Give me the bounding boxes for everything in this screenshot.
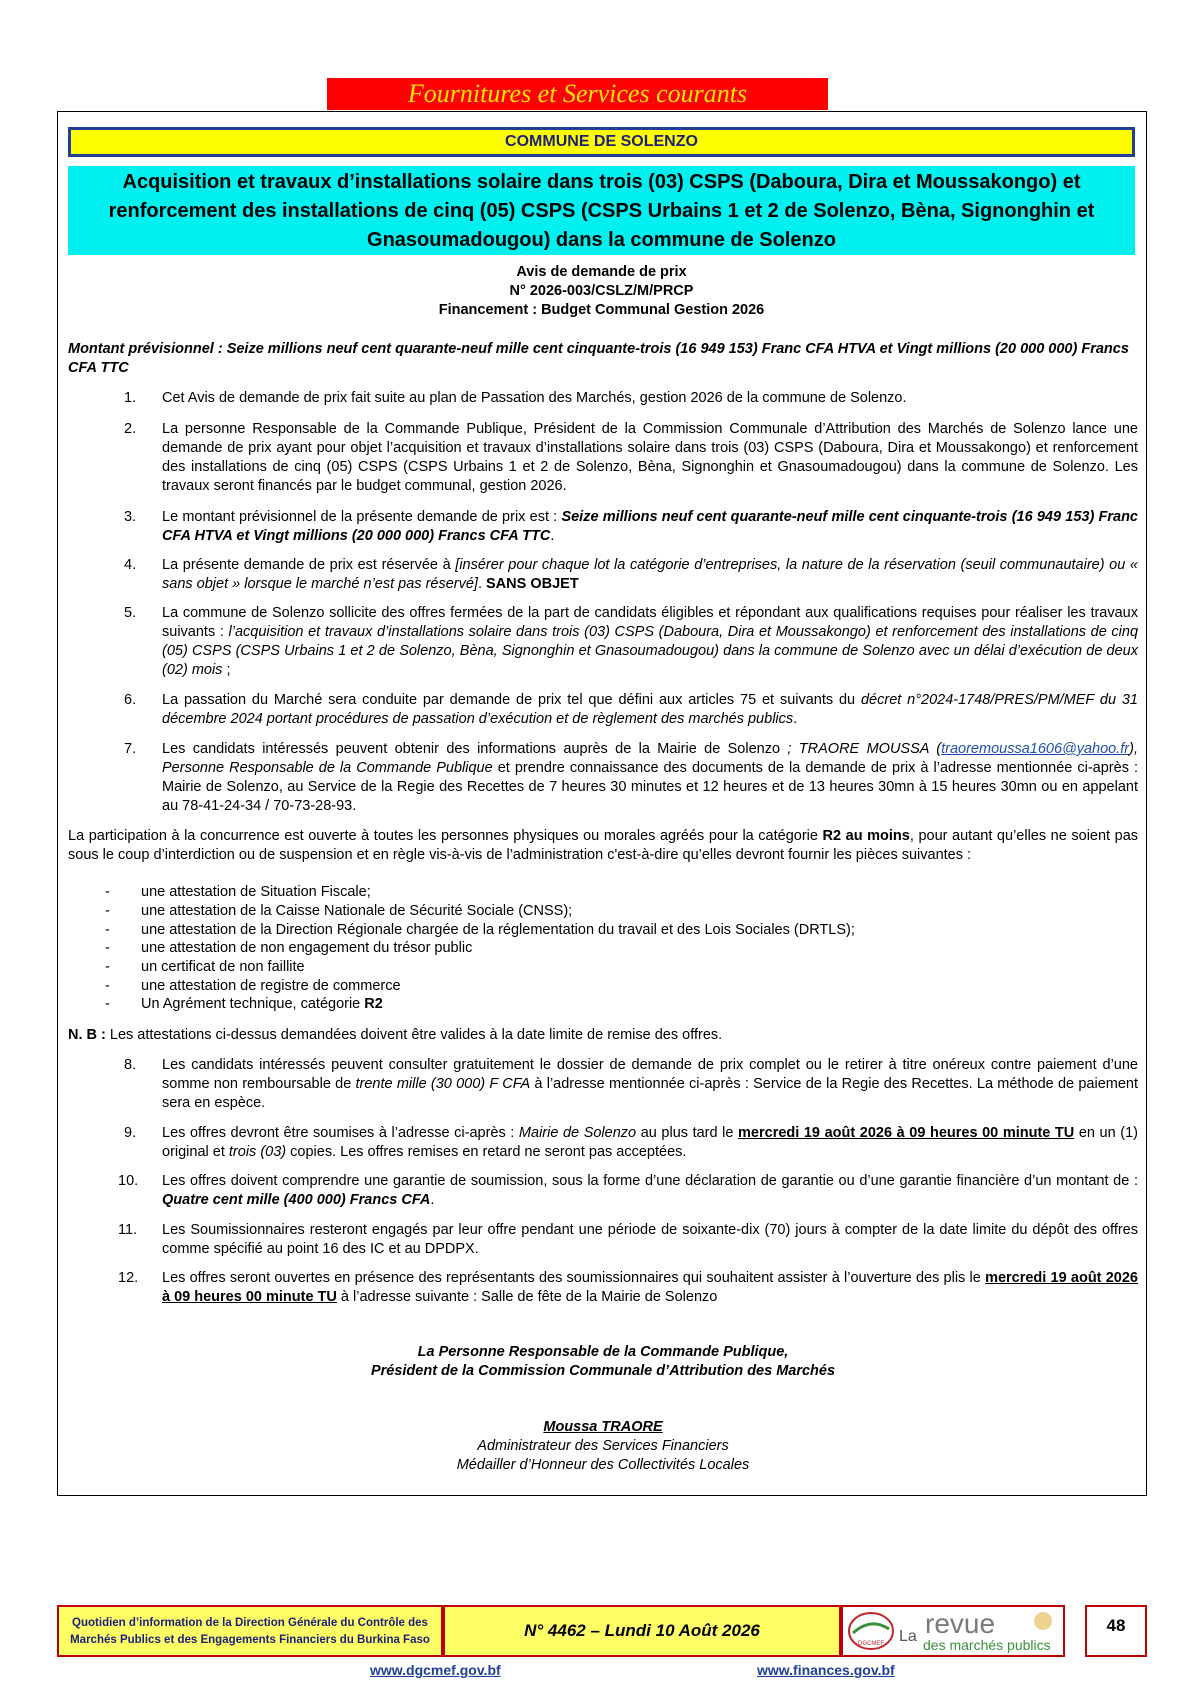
list-item — [68, 995, 1068, 1014]
signature-role-1: La Personne Responsable de la Commande Publique, — [417, 1344, 789, 1360]
guarantee-amount: Quatre cent mille (400 000) Francs CFA — [162, 1192, 431, 1208]
list-item-5 — [68, 604, 1138, 680]
list-item — [68, 883, 1068, 902]
list-item-11 — [68, 1221, 1138, 1259]
bullet-dash: - — [105, 903, 110, 919]
list-item-1 — [68, 389, 1138, 408]
item-text: La personne Responsable de la Commande Publique, Président de la Commission Communale d’Attribution des Marchés de Solenzo lance une demande de prix ayant pour objet l’acquisition et travaux d’installations solaire dans trois (03) CSPS (Daboura, Dira et Moussakongo) et renforcement des installations de cinq (05) CSPS (CSPS Urbains 1 et 2 de Solenzo, Bèna, Signonghin et Gnasoumadougou) dans la commune de Solenzo. Les travaux seront financés par le budget communal, gestion 2026. — [162, 421, 1138, 494]
item-text: La passation du Marché sera conduite par demande de prix tel que défini aux articles 75 et suivants du — [162, 692, 861, 708]
item-number: 7. — [124, 741, 137, 757]
nb-text: Les attestations ci-dessus demandées doivent être valides à la date limite de remise des offres. — [105, 1027, 723, 1043]
item-number: 5. — [124, 605, 137, 621]
bullet-text: une attestation de Situation Fiscale; — [141, 884, 371, 900]
item-text-end: copies. Les offres remises en retard ne seront pas acceptées. — [286, 1144, 687, 1160]
item-text: Les offres doivent comprendre une garantie de soumission, sous la forme d’une déclaration de garantie ou d’une garantie financière d’un montant de : — [162, 1173, 1138, 1189]
bullet-dash: - — [105, 922, 110, 938]
subhead-line-2: N° 2026-003/CSLZ/M/PRCP — [509, 283, 694, 299]
item-text: Les offres seront ouvertes en présence des représentants des soumissionnaires qui souhaitent assister à l’ouverture des plis le — [162, 1270, 986, 1286]
item-number: 6. — [124, 692, 137, 708]
logo-dgcmef-text: DGCMEF — [858, 1641, 884, 1647]
item-italic-2: trois (03) — [228, 1144, 287, 1160]
bullet-text: une attestation de la Direction Régionale chargée de la réglementation du travail et des Lois Sociales (DRTLS); — [141, 922, 855, 938]
item-text: La commune de Solenzo sollicite des offres fermées de la part de candidats éligibles et répondant aux qualifications requises pour réaliser les travaux suivants : — [162, 605, 1138, 640]
item-text-end: et prendre connaissance des documents de la demande de prix à l’adresse mentionnée ci-après : Mairie de Solenzo, au Service de la Regie des Recettes de 7 heures 30 minutes et 12 heures et de 13 heures 30mn à 15 heures 30mn ou en appelant au 78-41-24-34 / 70-73-28-93. — [162, 760, 1139, 814]
item-text-end: . — [550, 528, 555, 544]
list-item-3 — [68, 508, 1138, 546]
commune-header: COMMUNE DE SOLENZO — [68, 127, 1135, 157]
nb-label: N. B : — [68, 1027, 106, 1043]
bullet-dash: - — [105, 884, 110, 900]
bullet-category: R2 — [364, 996, 383, 1012]
item-number: 11. — [118, 1222, 138, 1238]
item-amount: Seize millions neuf cent quarante-neuf mille cent cinquante-trois (16 949 153) Franc CFA HTVA et Vingt millions (20 000 000) Francs CFA TTC — [162, 509, 1138, 544]
item-text-end: . — [793, 711, 798, 727]
bullet-text: une attestation de non engagement du trésor public — [141, 940, 473, 956]
footer-issue: N° 4462 – Lundi 10 Août 2026 — [443, 1605, 841, 1657]
subhead-line-3: Financement : Budget Communal Gestion 2026 — [438, 302, 765, 318]
item-sans-objet: SANS OBJET — [486, 576, 579, 592]
item-text: Les candidats intéressés peuvent obtenir des informations auprès de la Mairie de Solenzo — [162, 741, 788, 757]
list-item-7 — [68, 740, 1138, 816]
logo-subtitle-text: des marchés publics — [923, 1637, 1051, 1653]
list-item-2 — [68, 420, 1138, 496]
bullet-dash: - — [105, 978, 110, 994]
item-text: Les offres devront être soumises à l’adresse ci-après : — [162, 1125, 519, 1141]
item-number: 2. — [124, 421, 137, 437]
item-text-end: à l’adresse suivante : Salle de fête de la Mairie de Solenzo — [336, 1289, 718, 1305]
bullet-text: un certificat de non faillite — [141, 959, 305, 975]
list-item-12 — [68, 1269, 1138, 1307]
participation-text: La participation à la concurrence est ouverte à toutes les personnes physiques ou morales agréés pour la catégorie — [68, 828, 823, 844]
item-italic: trente mille (30 000) F CFA — [355, 1076, 531, 1092]
item-italic: l’acquisition et travaux d’installations solaire dans trois (03) CSPS (Daboura, Dira et Moussakongo) et renforcement des installations de cinq (05) CSPS (CSPS Urbains 1 et 2 de Solenzo, Bèna, Signonghin et Gnasoumadougou) dans la commune de Solenzo avec un délai d’exécution de deux (02) mois — [162, 624, 1139, 678]
list-item — [68, 921, 1068, 940]
footer-logo — [841, 1605, 1065, 1657]
item-text-end: à l’adresse mentionnée ci-après : Service de la Regie des Recettes. La méthode de paiement sera en espèce. — [162, 1076, 1138, 1111]
list-item — [68, 939, 1068, 958]
list-item-9 — [68, 1124, 1138, 1162]
item-italic: [insérer pour chaque lot la catégorie d’entreprises, la nature de la réservation (seuil communautaire) ou « sans objet » lorsque le marché n’est pas réservé] — [162, 557, 1138, 592]
bullet-text: Un Agrément technique, catégorie — [141, 996, 365, 1012]
item-text: Le montant prévisionnel de la présente demande de prix est : — [162, 509, 562, 525]
footer-link-dgcmef[interactable]: www.dgcmef.gov.bf — [370, 1662, 501, 1678]
bullet-dash: - — [105, 996, 110, 1012]
item-text-end: ; — [222, 662, 231, 678]
email-link[interactable]: traoremoussa1606@yahoo.fr — [941, 741, 1130, 757]
list-item-10 — [68, 1172, 1138, 1210]
item-text: Cet Avis de demande de prix fait suite au plan de Passation des Marchés, gestion 2026 de la commune de Solenzo. — [162, 390, 907, 406]
item-number: 12. — [118, 1270, 139, 1286]
item-italic-2: ), Personne Responsable de la Commande Publique — [162, 741, 1138, 776]
item-italic: ; TRAORE MOUSSA ( — [787, 741, 942, 757]
nb-note — [68, 1026, 1138, 1045]
signatory-title-2: Médailler d’Honneur des Collectivités Locales — [456, 1457, 750, 1473]
footer-link-finances[interactable]: www.finances.gov.bf — [757, 1662, 895, 1678]
footer-publisher-line-1: Quotidien d’information de la Direction Générale du Contrôle des — [72, 1617, 428, 1629]
montant-previsionnel: Montant prévisionnel : Seize millions neuf cent quarante-neuf mille cent cinquante-trois (16 949 153) Franc CFA HTVA et Vingt millions (20 000 000) Francs CFA TTC — [68, 341, 1129, 376]
footer-publisher — [57, 1605, 443, 1657]
notice-title: Acquisition et travaux d’installations solaire dans trois (03) CSPS (Daboura, Dira et Moussakongo) et renforcement des installations de cinq (05) CSPS (CSPS Urbains 1 et 2 de Solenzo, Bèna, Signonghin et Gnasoumadougou) dans la commune de Solenzo — [68, 166, 1135, 255]
section-banner: Fournitures et Services courants — [327, 78, 828, 110]
item-text-end: . — [430, 1192, 435, 1208]
signature-role-2: Président de la Commission Communale d’Attribution des Marchés — [370, 1363, 836, 1379]
item-number: 1. — [124, 390, 137, 406]
bullet-text: une attestation de la Caisse Nationale de Sécurité Sociale (CNSS); — [141, 903, 573, 919]
participation-paragraph — [68, 827, 1138, 865]
subhead-line-1: Avis de demande de prix — [516, 264, 687, 280]
item-number: 9. — [124, 1125, 137, 1141]
bullet-dash: - — [105, 940, 110, 956]
notice-subhead — [68, 263, 1135, 320]
signatory-name: Moussa TRAORE — [543, 1419, 663, 1435]
deadline-date: mercredi 19 août 2026 à 09 heures 00 minute TU — [738, 1125, 1075, 1141]
footer-publisher-line-2: Marchés Publics et des Engagements Financiers du Burkina Faso — [70, 1634, 430, 1646]
item-text: La présente demande de prix est réservée à — [162, 557, 456, 573]
item-text-mid: au plus tard le — [636, 1125, 739, 1141]
item-italic: Mairie de Solenzo — [518, 1125, 637, 1141]
opening-date: mercredi 19 août 2026 à 09 heures 00 minute TU — [162, 1270, 1139, 1305]
bullet-dash: - — [105, 959, 110, 975]
list-item-8 — [68, 1056, 1138, 1113]
item-number: 3. — [124, 509, 137, 525]
item-text: Les Soumissionnaires resteront engagés par leur offre pendant une période de soixante-dix (70) jours à compter de la date limite du dépôt des offres comme spécifié au point 16 des IC et au DPDPX. — [162, 1222, 1138, 1257]
item-text-mid-2: en un (1) original et — [162, 1125, 1138, 1160]
logo-la-text: La — [899, 1628, 917, 1645]
item-number: 4. — [124, 557, 137, 573]
page-number: 48 — [1085, 1605, 1147, 1657]
logo-revue-text: revue — [925, 1608, 996, 1639]
bullet-text: une attestation de registre de commerce — [141, 978, 401, 994]
item-number: 8. — [124, 1057, 137, 1073]
signatory-title-1: Administrateur des Services Financiers — [477, 1438, 729, 1454]
list-item — [68, 902, 1068, 921]
participation-category: R2 au moins — [822, 828, 910, 844]
item-number: 10. — [118, 1173, 139, 1189]
list-item-6 — [68, 691, 1138, 729]
item-text-end: . — [477, 576, 487, 592]
revue-logo-icon — [843, 1607, 1063, 1655]
list-item — [68, 958, 1068, 977]
item-text: Les candidats intéressés peuvent consulter gratuitement le dossier de demande de prix complet ou le retirer à titre onéreux contre paiement d’une somme non remboursable de — [162, 1057, 1138, 1092]
list-item — [68, 977, 1068, 996]
list-item-4 — [68, 556, 1138, 594]
participation-text-end: , pour autant qu’elles ne soient pas sous le coup d’interdiction ou de suspension et en règle vis-à-vis de l’administration c'est-à-dire qu’elles devront fournir les pièces suivantes : — [68, 828, 1139, 863]
item-italic: décret n°2024-1748/PRES/PM/MEF du 31 décembre 2024 portant procédures de passation d’exécution et de règlement des marchés publics — [162, 692, 1138, 727]
